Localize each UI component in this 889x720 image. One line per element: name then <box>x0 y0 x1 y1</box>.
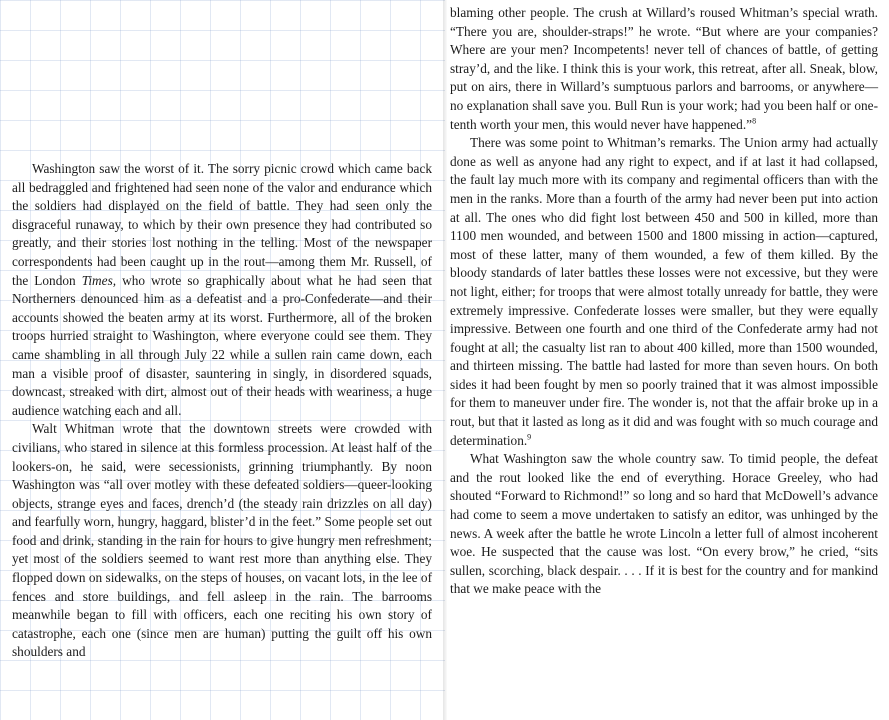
italic-times: Times, <box>81 272 117 288</box>
text-run: Walt Whitman wrote that the downtown streets were crowded with civilians, who stared in silence at this formless procession. At least half of the lookers-on, he said, were secessionists, grinning triumphantly. By noon Washington was “all over motley with these defeated soldiers—queer-looking objects, strange eyes and faces, drench’d (the steady rain drizzles on all day) and fearfully worn, hungry, haggard, blister’d in the feet.” Some people set out food and drink, standing in the rain for hours to give hungry men refreshment; yet most of the soldiers seemed to want rest more than anything else. They flopped down on sidewalks, on the steps of houses, on vacant lots, in the lee of fences and store buildings, and fell asleep in the rain. The barrooms meanwhile began to fill with officers, each one reciting his own story of catastrophe, each one (since men are human) putting the guilt off his own shoulders and <box>12 421 432 660</box>
footnote-marker: 8 <box>752 116 757 126</box>
text-run: Washington saw the worst of it. The sorry picnic crowd which came back all bedraggled and frightened had seen none of the valor and endurance which the soldiers had displayed on the field of battle. They had seen only the disgraceful runaway, to which by their own presence they had contributed so greatly, and their stories lost nothing in the telling. Most of the newspaper correspondents had been caught up in the rout—among them Mr. Russell, of the London <box>12 161 432 288</box>
footnote-marker: 9 <box>527 432 532 442</box>
paragraph-washington-saw <box>12 160 432 420</box>
paragraph-whitmans-remarks <box>450 134 878 450</box>
left-text-column <box>12 160 432 662</box>
text-run: who wrote so graphically about what he had seen that Northerners denounced him as a defeatist and a pro-Confederate—and their accounts showed the beaten army at its worst. Furthermore, all of the broken troops hurried straight to Washington, where everyone could see them. They came shambling in all through July 22 while a sullen rain came down, each man a visible proof of disaster, sauntering in singly, in disordered squads, downcast, streaked with dirt, almost out of their heads with weariness, a huge audience watching each and all. <box>12 272 432 418</box>
text-run: What Washington saw the whole country saw. To timid people, the defeat and the rout looked like the end of everything. Horace Greeley, who had shouted “Forward to Richmond!” so long and so hard that McDowell’s advance had come to seem a move undertaken to satisfy an editor, was unhinged by the news. A week after the battle he wrote Lincoln a letter full of almost incoherent woe. He suspected that the cause was lost. “On every brow,” he cried, “sits sullen, scorching, black despair. . . . If it is best for the country and for mankind that we make peace with the <box>450 451 878 597</box>
paragraph-whole-country-saw <box>450 450 878 599</box>
text-run: There was some point to Whitman’s remarks. The Union army had actually done as well as anyone had any right to expect, and if at last it had collapsed, the fault lay much more with its company and regimental officers than with the men in the ranks. More than a fourth of the army had never been put into action at all. The ones who did fight lost between 450 and 500 in killed, more than 1100 men wounded, and between 1500 and 1800 missing in action—captured, most of these latter, many of them wounded, a few of them killed. By the bloody standards of later battles these losses were not excessive, but they were not light, either; for troops that were almost totally unready for battle, they were extremely impressive. Confederate losses were smaller, but they were equally impressive. Between one fourth and one third of the Confederate army had not fought at all; the casualty list ran to about 400 killed, more than 1500 wounded, and thirteen missing. The battle had lasted for more than seven hours. On both sides it had been fought by men so poorly trained that it was almost impossible for them to maneuver under fire. The wonder is, not that the affair broke up in a rout, but that it lasted as long as it did and was fought with so much courage and determination. <box>450 135 878 448</box>
paragraph-walt-whitman <box>12 420 432 662</box>
right-text-column <box>450 4 878 599</box>
page-fold-shadow <box>443 0 447 720</box>
paragraph-blaming-continuation <box>450 4 878 134</box>
text-run: blaming other people. The crush at Willard’s roused Whitman’s special wrath. “There you are, shoulder-straps!” he wrote. “But where are your companies? Where are your men? Incompetents! never tell of chances of battle, of getting stray’d, and the like. I think this is your work, this retreat, after all. Sneak, blow, put on airs, there in Willard’s sumptuous parlors and barrooms, or anywhere—no explanation shall save you. Bull Run is your work; had you been half or one-tenth worth your men, this would never have happened.” <box>450 5 878 132</box>
